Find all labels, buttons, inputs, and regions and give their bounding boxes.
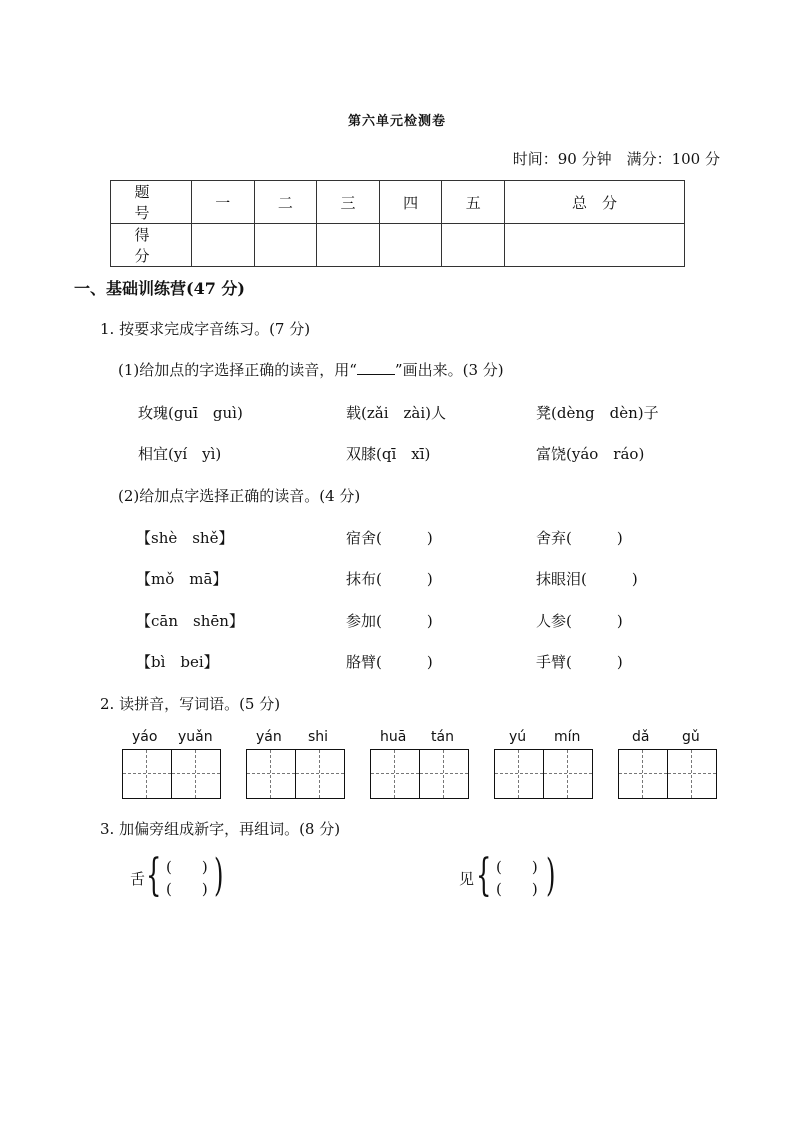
answer-paren[interactable]: ( ) (496, 880, 538, 898)
answer-blank[interactable]: 人参( ) (536, 612, 623, 630)
pinyin-label: gǔ (682, 729, 700, 745)
score-table-score-row (111, 224, 685, 267)
score-input-cell[interactable] (505, 224, 685, 267)
underline-sample (357, 362, 395, 375)
table-cell: 一 (192, 181, 255, 224)
writing-box[interactable] (246, 749, 345, 799)
instruction-text: (1)给加点的字选择正确的读音，用“ (118, 361, 357, 379)
score-input-cell[interactable] (442, 224, 505, 267)
answer-blank[interactable]: 宿舍( ) (346, 529, 433, 547)
score-input-cell[interactable] (317, 224, 380, 267)
writing-box[interactable] (494, 749, 593, 799)
score-input-cell[interactable] (192, 224, 255, 267)
answer-blank[interactable]: 胳臂( ) (346, 653, 433, 671)
choice-item[interactable]: 相宜(yí yì) (138, 445, 222, 463)
char-cell[interactable] (295, 750, 344, 798)
left-brace: { (146, 850, 162, 901)
base-character: 舌 (130, 870, 146, 888)
writing-box[interactable] (370, 749, 469, 799)
score-input-cell[interactable] (379, 224, 442, 267)
table-cell: 二 (254, 181, 317, 224)
answer-blank[interactable]: 抹布( ) (346, 570, 433, 588)
base-character: 见 (459, 870, 475, 888)
pinyin-label: yáo (132, 729, 158, 745)
time-info: 时间：90 分钟 满分：100 分 (512, 150, 720, 168)
writing-box[interactable] (618, 749, 717, 799)
score-table (110, 180, 685, 267)
answer-blank[interactable]: 抹眼泪( ) (536, 570, 638, 588)
choice-item[interactable]: 双膝(qī xī) (346, 445, 431, 463)
table-cell: 总 分 (505, 181, 685, 224)
pinyin-label: mín (554, 729, 581, 745)
pinyin-label: yuǎn (178, 729, 213, 745)
char-cell[interactable] (495, 750, 543, 798)
right-paren: ) (214, 850, 224, 901)
char-cell[interactable] (543, 750, 592, 798)
reading-options: 【cān shēn】 (136, 612, 244, 630)
score-table-header-row (111, 181, 685, 224)
char-cell[interactable] (247, 750, 295, 798)
table-cell: 三 (317, 181, 380, 224)
answer-blank[interactable]: 手臂( ) (536, 653, 623, 671)
char-cell[interactable] (171, 750, 220, 798)
char-cell[interactable] (619, 750, 667, 798)
choice-item[interactable]: 载(zǎi zài)人 (346, 404, 446, 422)
reading-options: 【mǒ mā】 (136, 570, 228, 588)
right-paren: ) (546, 850, 556, 901)
instruction-text: ”画出来。(3 分) (394, 361, 504, 379)
choice-item[interactable]: 凳(dèng dèn)子 (536, 404, 659, 422)
pinyin-label: huā (380, 729, 407, 745)
question-3-title: 3. 加偏旁组成新字，再组词。(8 分) (100, 820, 341, 838)
page-title: 第六单元检测卷 (347, 114, 446, 129)
table-cell: 得 分 (111, 224, 192, 267)
answer-blank[interactable]: 舍弃( ) (536, 529, 623, 547)
score-input-cell[interactable] (254, 224, 317, 267)
left-brace: { (476, 850, 492, 901)
choice-item[interactable]: 富饶(yáo ráo) (536, 445, 645, 463)
pinyin-label: yán (256, 729, 282, 745)
pinyin-label: tán (431, 729, 454, 745)
q1-part2-instruction: (2)给加点字选择正确的读音。(4 分) (118, 487, 361, 505)
pinyin-label: dǎ (632, 729, 650, 745)
pinyin-label: yú (509, 729, 527, 745)
answer-paren[interactable]: ( ) (166, 880, 208, 898)
reading-options: 【shè shě】 (136, 529, 234, 547)
char-cell[interactable] (371, 750, 419, 798)
char-cell[interactable] (419, 750, 468, 798)
pinyin-label: shi (308, 729, 329, 745)
choice-item[interactable]: 玫瑰(guī guì) (138, 404, 243, 422)
section-heading: 一、基础训练营(47 分) (74, 279, 245, 298)
char-cell[interactable] (667, 750, 716, 798)
char-cell[interactable] (123, 750, 171, 798)
answer-blank[interactable]: 参加( ) (346, 612, 433, 630)
table-cell: 四 (379, 181, 442, 224)
question-1-title: 1. 按要求完成字音练习。(7 分) (100, 320, 311, 338)
answer-paren[interactable]: ( ) (496, 858, 538, 876)
answer-paren[interactable]: ( ) (166, 858, 208, 876)
q1-part1-instruction (118, 359, 504, 380)
table-cell: 题 号 (111, 181, 192, 224)
question-2-title: 2. 读拼音，写词语。(5 分) (100, 695, 281, 713)
reading-options: 【bì bei】 (136, 653, 219, 671)
writing-box[interactable] (122, 749, 221, 799)
table-cell: 五 (442, 181, 505, 224)
